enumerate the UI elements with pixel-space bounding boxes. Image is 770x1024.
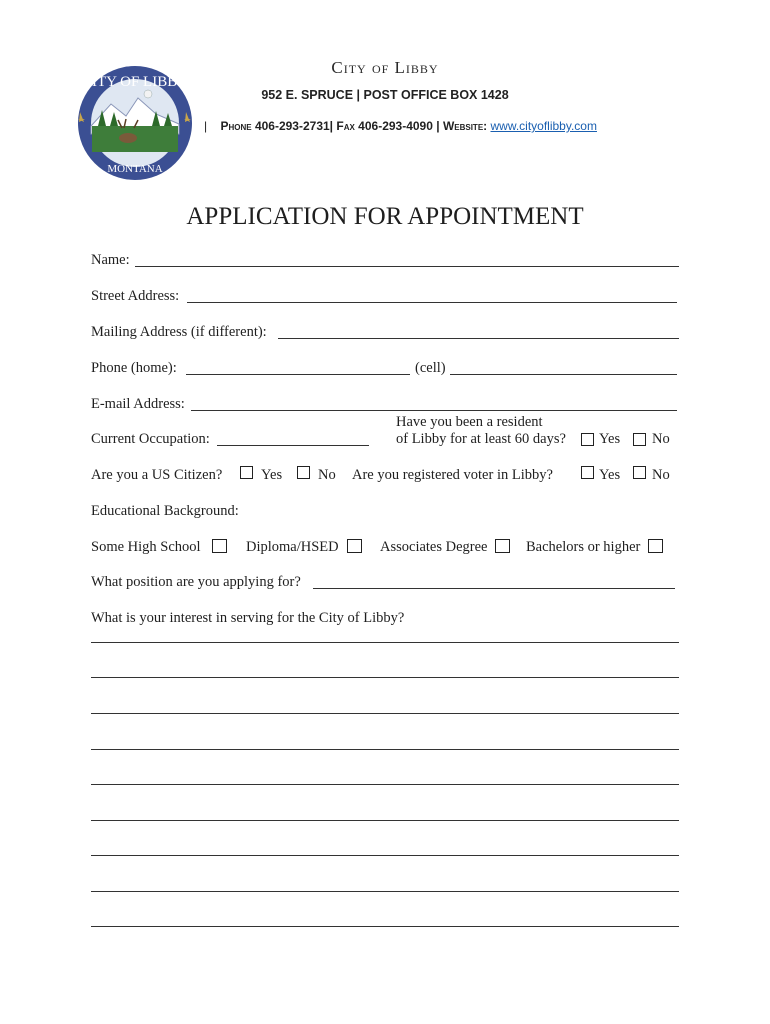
voter-yes-checkbox[interactable] [581, 466, 594, 479]
interest-answer-line[interactable] [91, 891, 679, 892]
contact-line [204, 119, 597, 133]
mailing-address-label: Mailing Address (if different): [91, 324, 267, 340]
resident-no-label: No [652, 431, 670, 447]
phone-label: Phone [220, 119, 252, 133]
phone-home-label: Phone (home): [91, 360, 177, 376]
voter-yes-label: Yes [599, 467, 621, 483]
website-link[interactable]: www.cityoflibby.com [490, 119, 597, 133]
edu-associates-label: Associates Degree [380, 539, 488, 555]
city-seal-logo [76, 64, 194, 182]
edu-some-high-school-label: Some High School [91, 539, 201, 555]
phone-cell-field[interactable] [450, 374, 677, 375]
seal-top-text: CITY OF LIBBY [81, 74, 189, 90]
interest-answer-line[interactable] [91, 820, 679, 821]
resident-yes-checkbox[interactable] [581, 433, 594, 446]
edu-some-high-school-checkbox[interactable] [212, 539, 227, 553]
interest-answer-line[interactable] [91, 642, 679, 643]
form-title: APPLICATION FOR APPOINTMENT [186, 203, 584, 230]
interest-question: What is your interest in serving for the City of Libby? [91, 610, 405, 626]
email-field[interactable] [191, 410, 677, 411]
interest-answer-line[interactable] [91, 677, 679, 678]
occupation-field[interactable] [217, 445, 369, 446]
edu-diploma-checkbox[interactable] [347, 539, 362, 553]
street-address-field[interactable] [187, 302, 677, 303]
voter-question: Are you registered voter in Libby? [352, 467, 553, 483]
voter-no-checkbox[interactable] [633, 466, 646, 479]
resident-no-checkbox[interactable] [633, 433, 646, 446]
mailing-address-field[interactable] [278, 338, 679, 339]
interest-answer-line[interactable] [91, 784, 679, 785]
interest-answer-line[interactable] [91, 749, 679, 750]
phone-home-field[interactable] [186, 374, 410, 375]
edu-diploma-label: Diploma/HSED [246, 539, 339, 555]
education-label: Educational Background: [91, 503, 239, 519]
seal-bottom-text: MONTANA [107, 163, 163, 175]
website-label: Website: [442, 119, 488, 133]
interest-answer-line[interactable] [91, 713, 679, 714]
name-label: Name: [91, 252, 130, 268]
city-name-heading: City of Libby [331, 58, 439, 77]
email-label: E-mail Address: [91, 396, 185, 412]
edu-bachelors-checkbox[interactable] [648, 539, 663, 553]
city-address: 952 E. SPRUCE | POST OFFICE BOX 1428 [261, 88, 509, 102]
citizen-question: Are you a US Citizen? [91, 467, 223, 483]
edu-associates-checkbox[interactable] [495, 539, 510, 553]
edu-bachelors-label: Bachelors or higher [526, 539, 641, 555]
interest-answer-line[interactable] [91, 926, 679, 927]
citizen-yes-checkbox[interactable] [240, 466, 253, 479]
citizen-no-checkbox[interactable] [297, 466, 310, 479]
interest-answer-line[interactable] [91, 855, 679, 856]
position-question: What position are you applying for? [91, 574, 301, 590]
position-field[interactable] [313, 588, 675, 589]
fax-number: 406-293-4090 | [358, 119, 440, 133]
resident-question-line1: Have you been a resident [396, 414, 543, 430]
resident-question-line2: of Libby for at least 60 days? [396, 431, 566, 447]
citizen-yes-label: Yes [261, 467, 283, 483]
resident-yes-label: Yes [599, 431, 621, 447]
fax-label: Fax [336, 119, 355, 133]
contact-separator: | [204, 119, 208, 133]
name-field[interactable] [135, 266, 679, 267]
citizen-no-label: No [318, 467, 336, 483]
voter-no-label: No [652, 467, 670, 483]
phone-cell-label: (cell) [415, 360, 446, 376]
street-address-label: Street Address: [91, 288, 180, 304]
phone-number: 406-293-2731| [254, 119, 334, 133]
occupation-label: Current Occupation: [91, 431, 210, 447]
